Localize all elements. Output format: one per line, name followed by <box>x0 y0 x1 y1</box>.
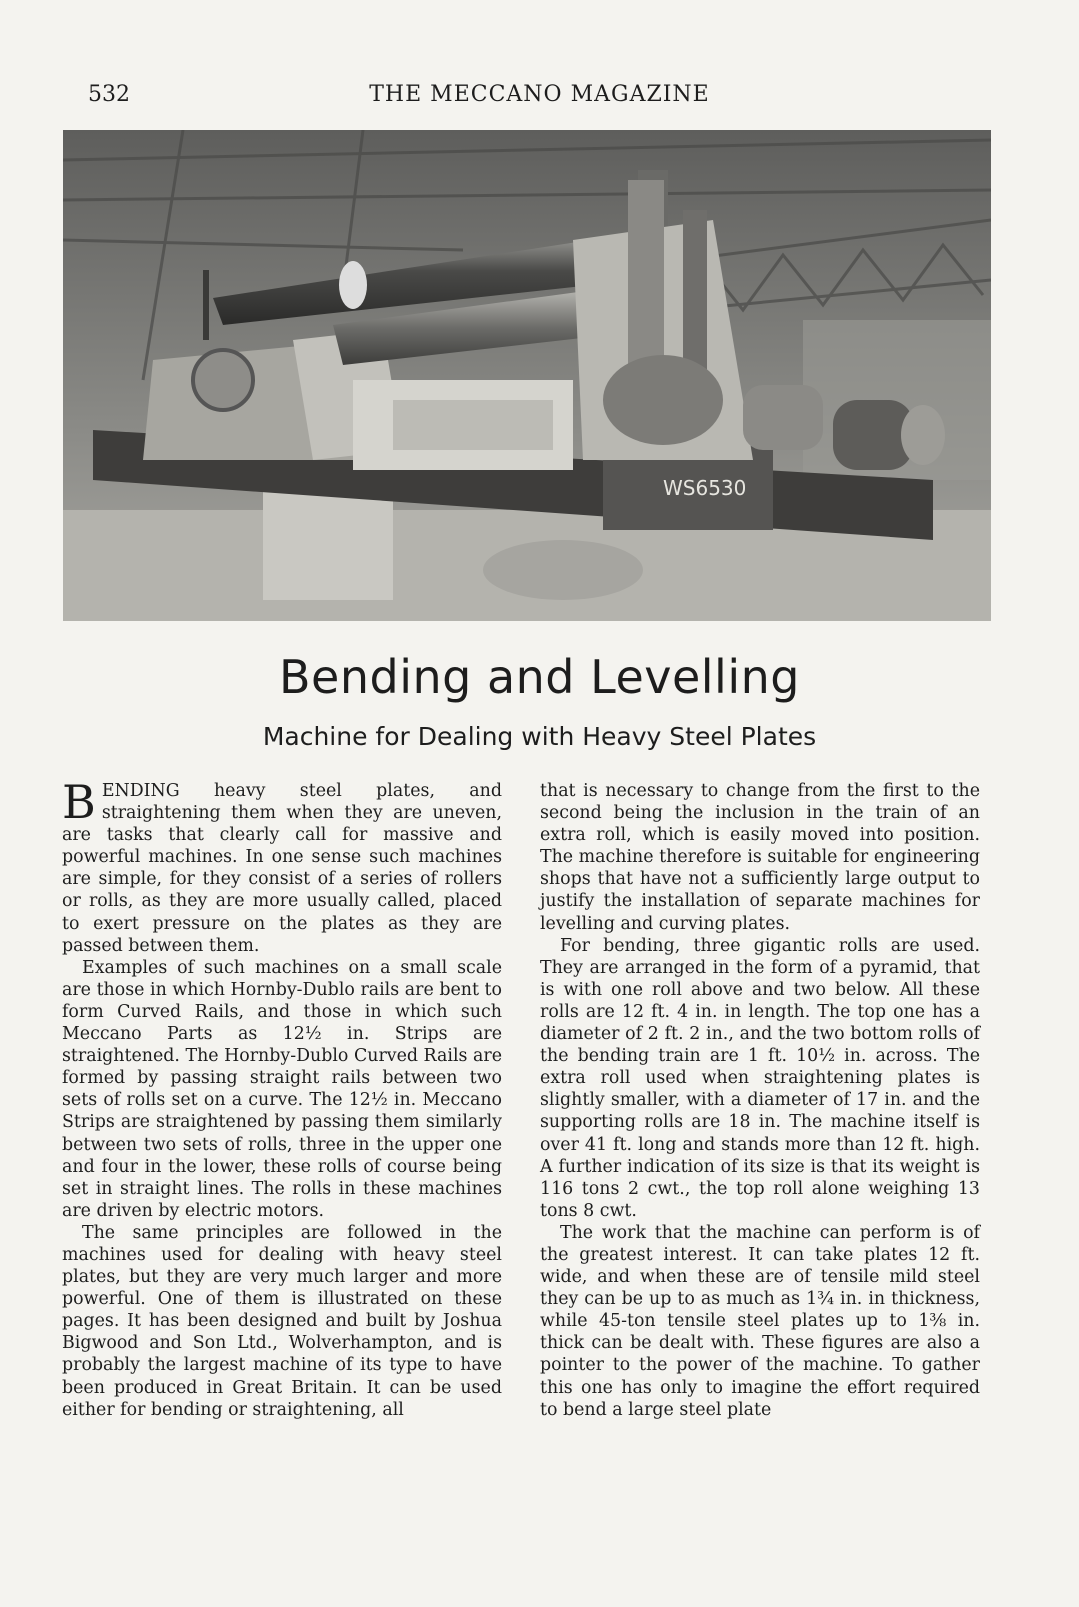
paragraph: The work that the machine can perform is of the greatest interest. It can take plates 12 ft. wide, and when these are of tensile mild steel they can be up to as much as 1¾ in. in thickness, while 45-ton tensile steel plates up to 1⅜ in. thick can be dealt with. These figures are also a pointer to the power of the machine. To gather this one has only to imagine the effort required to bend a large steel plate <box>540 1222 980 1420</box>
page-number: 532 <box>88 82 130 107</box>
paragraph: For bending, three gigantic rolls are used. They are arranged in the form of a pyramid, that is with one roll above and two below. All these rolls are 12 ft. 4 in. in length. The top one has a diameter of 2 ft. 2 in., and the two bottom rolls of the bending train are 1 ft. 10½ in. across. The extra roll used when straightening plates is slightly smaller, with a diameter of 17 in. and the supporting rolls are 18 in. The machine itself is over 41 ft. long and stands more than 12 ft. high. A further indication of its size is that its weight is 116 tons 2 cwt., the top roll alone weighing 13 tons 8 cwt. <box>540 935 980 1221</box>
left-column <box>62 775 502 1421</box>
bending-machine-photo <box>63 130 991 621</box>
article-subtitle: Machine for Dealing with Heavy Steel Plates <box>262 722 817 751</box>
paragraph <box>62 775 502 957</box>
machine-marking: WS6530 <box>663 476 747 500</box>
paragraph: Examples of such machines on a small scale are those in which Hornby-Dublo rails are bent to form Curved Rails, and those in which such Meccano Parts as 12½ in. Strips are straightened. The Hornby-Dublo Curved Rails are formed by passing straight rails between two sets of rolls set on a curve. The 12½ in. Meccano Strips are straightened by passing them similarly between two sets of rolls, three in the upper one and four in the lower, these rolls of course being set in straight lines. The rolls in these machines are driven by electric motors. <box>62 957 502 1221</box>
page-header <box>0 80 1079 112</box>
drop-cap: B <box>62 775 96 829</box>
paragraph: that is necessary to change from the first to the second being the inclusion in the train of an extra roll, which is easily moved into position. The machine therefore is suitable for engineering shops that have not a sufficiently large output to justify the installation of separate machines for levelling and curving plates. <box>540 781 980 934</box>
article-title: Bending and Levelling <box>279 650 800 704</box>
paragraph: The same principles are followed in the machines used for dealing with heavy steel plates, but they are very much larger and more powerful. One of them is illustrated on these pages. It has been designed and built by Joshua Bigwood and Son Ltd., Wolverhampton, and is probably the largest machine of its type to have been produced in Great Britain. It can be used either for bending or straightening, all <box>62 1222 502 1420</box>
paragraph-text: ENDING heavy steel plates, and straightening them when they are uneven, are tasks that clearly call for massive and powerful machines. In one sense such machines are simple, for they consist of a series of rollers or rolls, as they are more usually called, placed to exert pressure on the plates as they are passed between them. <box>62 781 502 956</box>
right-column <box>540 780 980 1421</box>
magazine-title: THE MECCANO MAGAZINE <box>369 82 710 107</box>
